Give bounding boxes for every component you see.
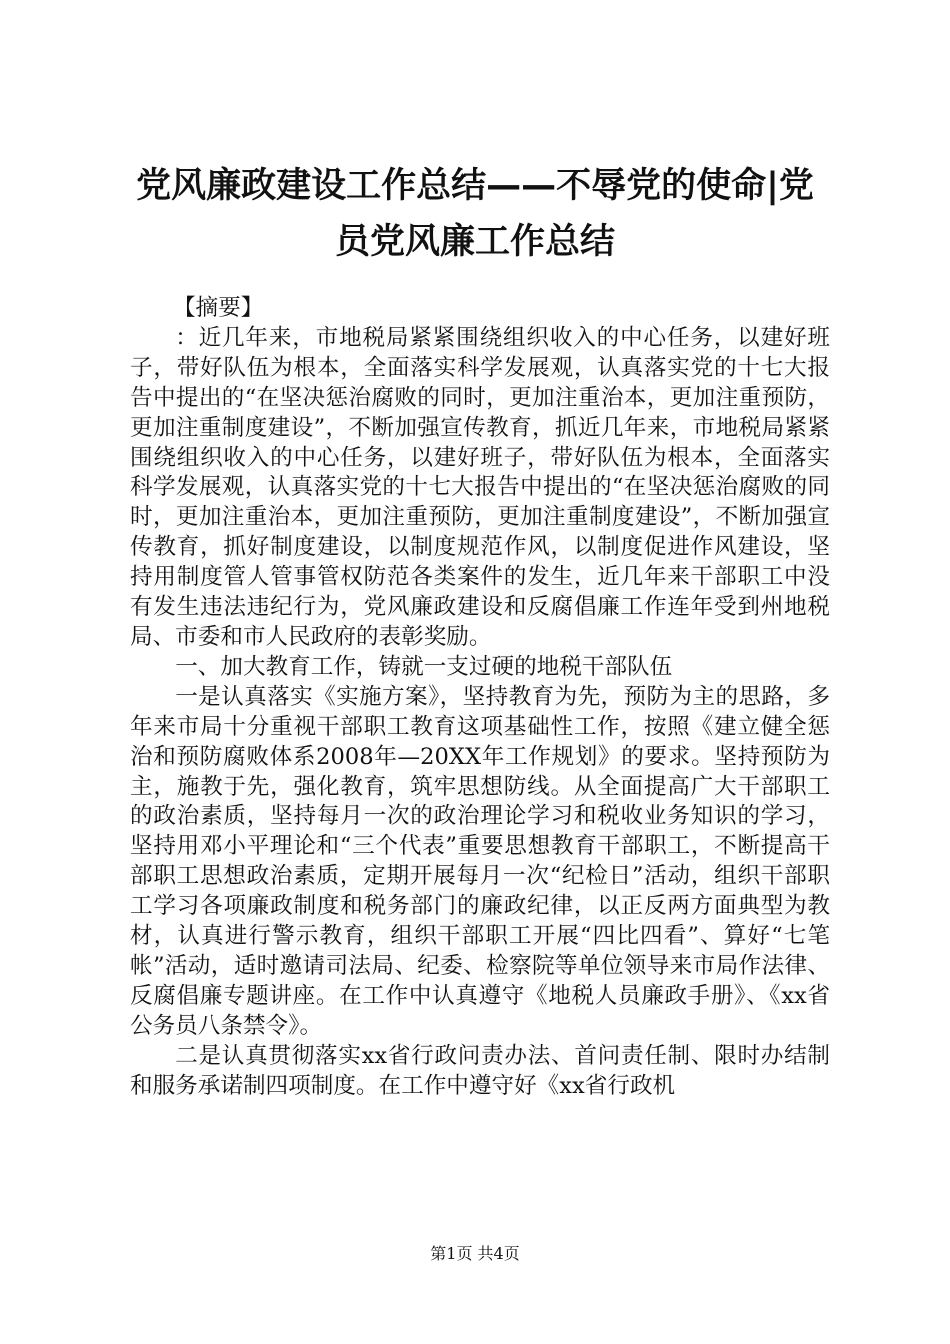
title-line-1: 党风廉政建设工作总结——不辱党的使命|党 [136,166,814,206]
abstract-label: 【摘要】 [172,295,264,321]
document-body [130,294,830,1101]
page-footer: 第1页 共4页 [430,1244,520,1263]
document-title [110,158,840,270]
abstract-paragraph: ：近几年来，市地税局紧紧围绕组织收入的中心任务，以建好班子，带好队伍为根本，全面落实科学发展观，认真落实党的十七大报告中提出的“在坚决惩治腐败的同时，更加注重治本，更加注重预防，更加注重制度建设”，不断加强宣传教育，抓近几年来，市地税局紧紧围绕组织收入的中心任务，以建好班子，带好队伍为根本，全面落实科学发展观，认真落实党的十七大报告中提出的“在坚决惩治腐败的同时，更加注重治本，更加注重预防，更加注重制度建设”，不断加强宣传教育，抓好制度建设，以制度规范作风，以制度促进作风建设，坚持用制度管人管事管权防范各类案件的发生，近几年来干部职工中没有发生违法违纪行为，党风廉政建设和反腐倡廉工作连年受到州地税局、市委和市人民政府的表彰奖励。 [130,324,830,650]
body-paragraph: 二是认真贯彻落实xx省行政问责办法、首问责任制、限时办结制和服务承诺制四项制度。在工作中遵守好《xx省行政机 [130,1042,830,1099]
section-heading: 一、加大教育工作，铸就一支过硬的地税干部队伍 [175,653,673,680]
body-paragraph: 一是认真落实《实施方案》，坚持教育为先，预防为主的思路，多年来市局十分重视干部职工教育这项基础性工作，按照《建立健全惩治和预防腐败体系2008年—20XX年工作规划》的要求。坚持预防为主，施教于先，强化教育，筑牢思想防线。从全面提高广大干部职工的政治素质，坚持每月一次的政治理论学习和税收业务知识的学习，坚持用邓小平理论和“三个代表”重要思想教育干部职工，不断提高干部职工思想政治素质，定期开展每月一次“纪检日”活动，组织干部职工学习各项廉政制度和税务部门的廉政纪律，以正反两方面典型为教材，认真进行警示教育，组织干部职工开展“四比四看”、算好“七笔帐”活动，适时邀请司法局、纪委、检察院等单位领导来市局作法律、反腐倡廉专题讲座。在工作中认真遵守《地税人员廉政手册》、《xx省公务员八条禁令》。 [130,683,830,1039]
title-line-2: 员党风廉工作总结 [334,222,615,262]
